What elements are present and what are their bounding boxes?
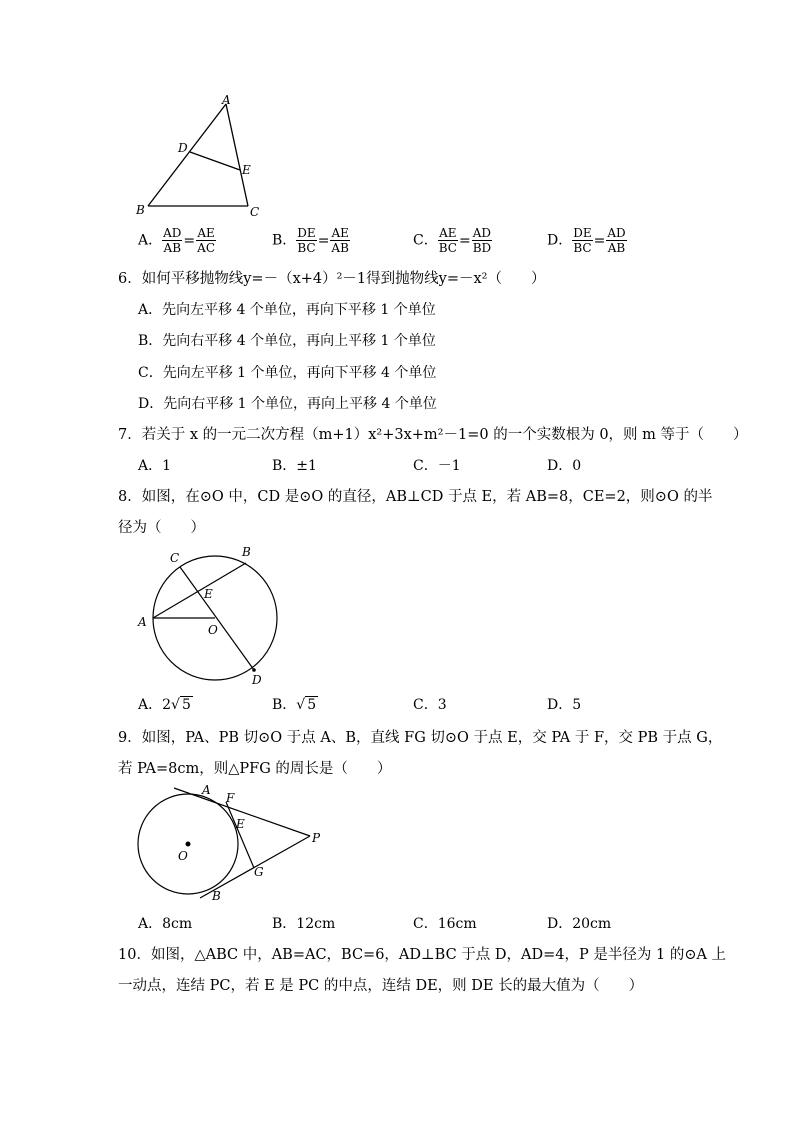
q8-option-b[interactable]: B．√ 5 <box>272 697 317 713</box>
q8-option-d[interactable]: D．5 <box>547 697 582 713</box>
q10-stem-line2: 一动点，连结 PC，若 E 是 PC 的中点，连结 DE，则 DE 长的最大值为（ ） <box>118 978 644 994</box>
q9-stem-line1: 9．如图，PA、PB 切⊙O 于点 A、B，直线 FG 切⊙O 于点 E，交 PA 于 F，交 PB 于点 G， <box>118 730 723 746</box>
q8-option-a[interactable]: A．2√ 5 <box>138 697 191 713</box>
q9-stem-line2: 若 PA=8cm，则△PFG 的周长是（ ） <box>118 761 392 777</box>
label-e: E <box>204 587 213 601</box>
q7-option-c[interactable]: C．－1 <box>413 458 461 474</box>
label-a: A <box>138 615 147 629</box>
q6-option-a[interactable]: A．先向左平移 4 个单位，再向下平移 1 个单位 <box>138 302 436 318</box>
q7-option-d[interactable]: D．0 <box>547 458 582 474</box>
label-b: B <box>212 889 221 903</box>
label-a: A <box>222 93 231 107</box>
fraction: $\frac{AD}{BD}$ <box>472 226 492 255</box>
q8-stem-line1: 8．如图，在⊙O 中，CD 是⊙O 的直径，AB⊥CD 于点 E，若 AB=8，CE=2，则⊙O 的半 <box>118 489 713 505</box>
q5-option-b[interactable]: B． $\frac{DE}{BC}$ = $\frac{AE}{AB}$ <box>272 226 349 255</box>
center-o <box>186 842 191 847</box>
fraction: $\frac{DE}{BC}$ <box>573 226 592 255</box>
circle-figure-q8 <box>130 540 290 688</box>
q6-option-c[interactable]: C．先向左平移 1 个单位，再向下平移 4 个单位 <box>138 365 437 381</box>
label-c: C <box>170 551 180 565</box>
q9-option-c[interactable]: C．16cm <box>413 916 477 932</box>
label-e: E <box>236 817 245 831</box>
fraction: $\frac{AE}{AB}$ <box>331 226 349 255</box>
fraction: $\frac{AD}{AB}$ <box>607 226 626 255</box>
segment-de <box>190 152 240 170</box>
fraction: $\frac{DE}{BC}$ <box>297 226 316 255</box>
q8-option-c[interactable]: C．3 <box>413 697 447 713</box>
q6-option-d[interactable]: D．先向右平移 1 个单位，再向上平移 4 个单位 <box>138 396 437 412</box>
label-b: B <box>136 203 145 217</box>
q7-stem: 7．若关于 x 的一元二次方程（m+1）x²+3x+m²－1=0 的一个实数根为 0，则 m 等于（ ） <box>118 427 748 443</box>
q9-option-b[interactable]: B．12cm <box>272 916 336 932</box>
triangle-figure <box>130 92 270 222</box>
label-a: A <box>202 783 211 797</box>
q8-stem-line2: 径为（ ） <box>118 520 205 536</box>
q5-option-d[interactable]: D． $\frac{DE}{BC}$ = $\frac{AD}{AB}$ <box>547 226 626 255</box>
tangent-figure-q9 <box>130 780 330 910</box>
q9-option-d[interactable]: D．20cm <box>547 916 612 932</box>
q5-option-a[interactable]: A． $\frac{AD}{AB}$ = $\frac{AE}{AC}$ <box>138 226 216 255</box>
q9-option-a[interactable]: A．8cm <box>138 916 193 932</box>
label-c: C <box>250 205 260 219</box>
label-e: E <box>242 163 251 177</box>
q7-option-b[interactable]: B．±1 <box>272 458 317 474</box>
fraction: $\frac{AE}{AC}$ <box>197 226 216 255</box>
label-d: D <box>178 141 188 155</box>
segment-ac <box>226 104 248 206</box>
q5-option-c[interactable]: C． $\frac{AE}{BC}$ = $\frac{AD}{BD}$ <box>413 226 492 255</box>
label-b: B <box>242 545 251 559</box>
point-d <box>252 668 256 672</box>
chord-ab <box>153 563 246 618</box>
q6-stem: 6．如何平移抛物线y=－（x+4）²－1得到抛物线y=－x²（ ） <box>118 271 546 287</box>
fraction: $\frac{AD}{AB}$ <box>163 226 182 255</box>
label-o: O <box>178 849 188 863</box>
q7-option-a[interactable]: A．1 <box>138 458 172 474</box>
label-d: D <box>252 673 262 687</box>
label-g: G <box>254 865 264 879</box>
label-o: O <box>208 623 218 637</box>
label-f: F <box>226 791 235 805</box>
label-p: P <box>312 831 321 845</box>
fraction: $\frac{AE}{BC}$ <box>438 226 457 255</box>
segment-ab <box>148 104 226 206</box>
sqrt-symbol: √ 5 <box>296 697 317 713</box>
sqrt-symbol: √ 5 <box>171 697 191 713</box>
q10-stem-line1: 10．如图，△ABC 中，AB=AC，BC=6，AD⊥BC 于点 D，AD=4，P 是半径为 1 的⊙A 上 <box>118 947 727 963</box>
q6-option-b[interactable]: B．先向右平移 4 个单位，再向上平移 1 个单位 <box>138 333 436 349</box>
